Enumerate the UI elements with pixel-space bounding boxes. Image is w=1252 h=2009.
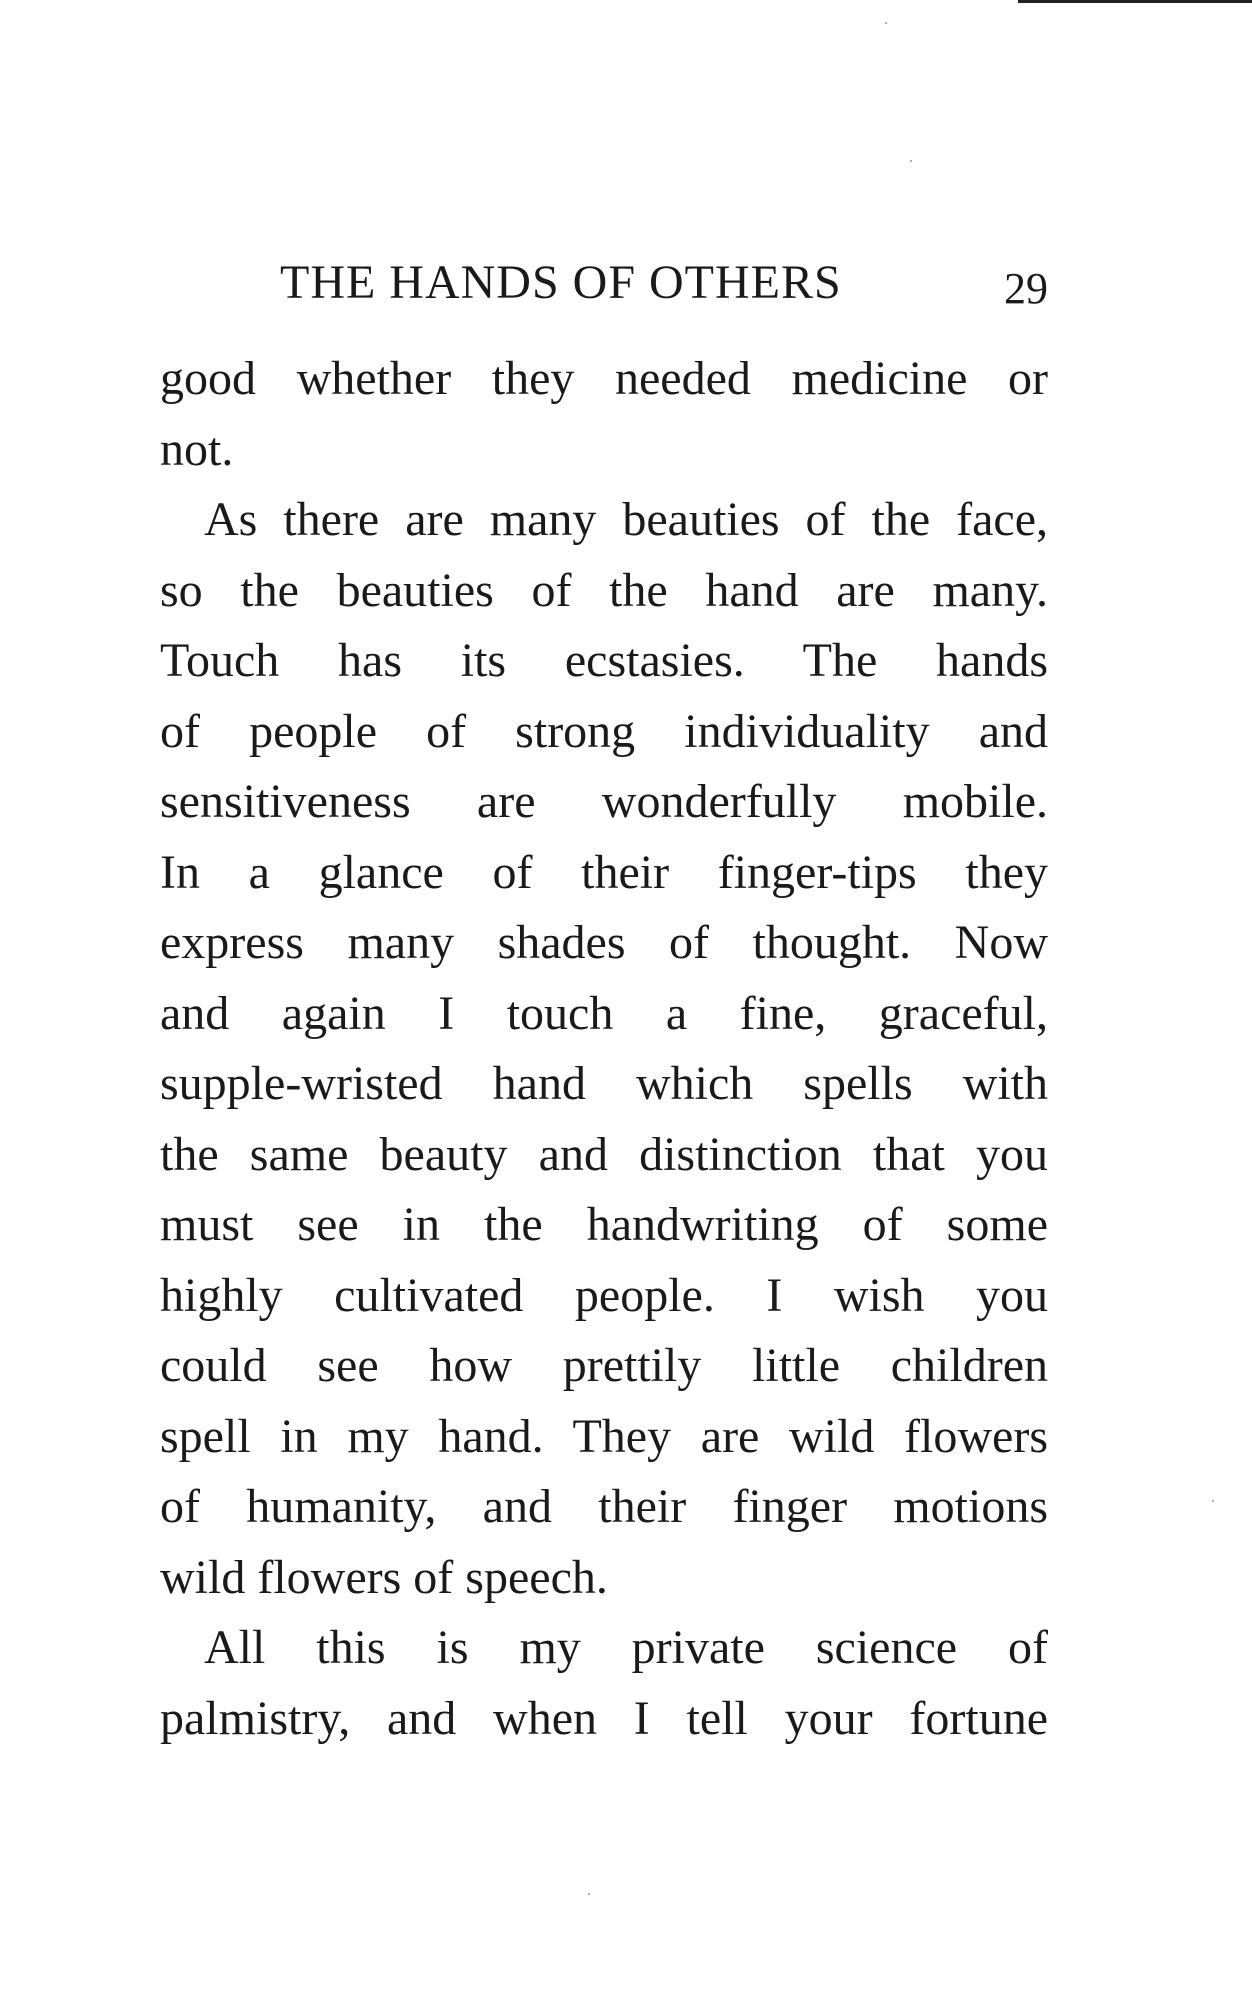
scan-speck [910,160,912,162]
text-line: good whether they needed medicine or [160,352,1048,405]
scan-speck [588,1893,590,1895]
text-line: In a glance of their finger-tips they [160,845,1048,899]
text-line: of humanity, and their finger motions [160,1480,1048,1533]
text-line: the same beauty and distinction that you [160,1127,1048,1181]
text-line: of people of strong individuality and [160,704,1048,758]
text-line: supple-wristed hand which spells with [160,1057,1048,1110]
top-edge-rule [1018,0,1252,3]
running-head [160,253,1048,313]
text-line: spell in my hand. They are wild flowers [160,1409,1048,1463]
text-line: highly cultivated people. I wish you [160,1268,1048,1322]
text-line: All this is my private science of [204,1621,1048,1674]
text-line: wild flowers of speech. [160,1550,608,1604]
scan-speck [1212,1500,1214,1502]
running-title: THE HANDS OF OTHERS [280,256,842,309]
scan-speck [885,22,887,24]
text-line: and again I touch a fine, graceful, [160,986,1048,1040]
page-number: 29 [1004,264,1048,313]
text-line: palmistry, and when I tell your fortune [160,1691,1048,1745]
text-line: must see in the handwriting of some [160,1198,1048,1251]
body-text [160,344,1048,1754]
text-line: could see how prettily little children [160,1339,1048,1392]
text-line: not. [160,422,234,476]
text-line: so the beauties of the hand are many. [160,563,1048,617]
text-line: As there are many beauties of the face, [204,493,1048,546]
text-line: Touch has its ecstasies. The hands [160,634,1048,687]
text-line: express many shades of thought. Now [160,916,1048,969]
text-line: sensitiveness are wonderfully mobile. [160,775,1048,828]
